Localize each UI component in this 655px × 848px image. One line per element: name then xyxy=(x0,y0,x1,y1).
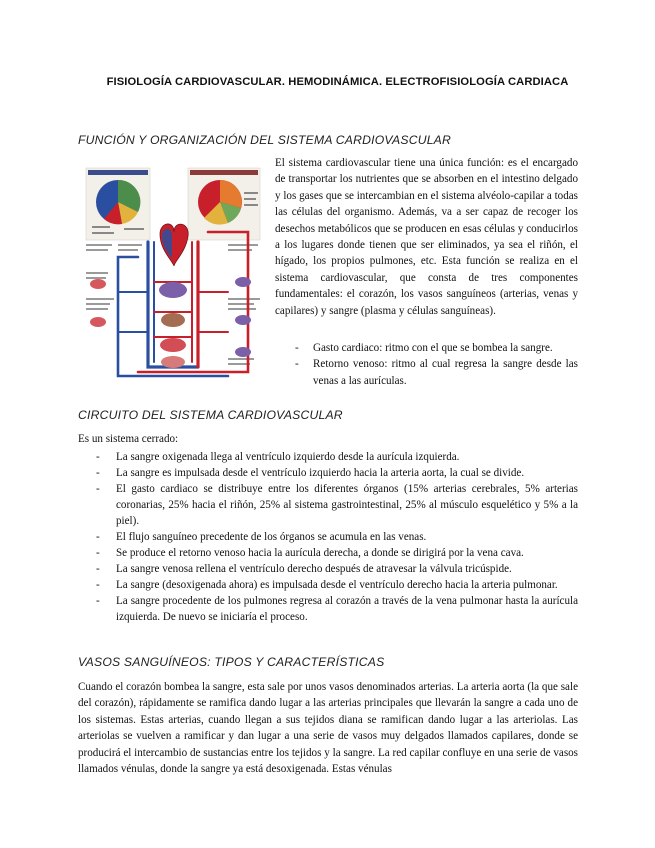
list-item xyxy=(78,593,578,625)
list-item-text: La sangre oxigenada llega al ventrículo izquierdo desde la aurícula izquierda. xyxy=(116,451,460,463)
list-item-text: La sangre procedente de los pulmones regresa al corazón a través de la vena pulmonar hasta la aurícula izquierda. De nuevo se iniciaría el proceso. xyxy=(116,595,578,623)
circuit-steps-list xyxy=(78,449,578,625)
cardiovascular-diagram-figure xyxy=(78,162,268,380)
list-dash: - xyxy=(295,342,299,354)
list-item-text: La sangre venosa rellena el ventrículo derecho después de atravesar la válvula tricúspide. xyxy=(116,563,512,575)
list-item xyxy=(78,529,578,545)
list-item xyxy=(78,465,578,481)
list-dash: - xyxy=(96,467,100,479)
circuit-intro-text: Es un sistema cerrado: xyxy=(78,433,179,445)
list-item xyxy=(78,561,578,577)
list-item-text: La sangre (desoxigenada ahora) es impulsada desde el ventrículo derecho hacia la arteria pulmonar. xyxy=(116,579,558,591)
list-item-text: Se produce el retorno venoso hacia la aurícula derecha, a donde se dirigirá por la vena cava. xyxy=(116,547,524,559)
list-item-text: La sangre es impulsada desde el ventrículo izquierdo hacia la arteria aorta, la cual se divide. xyxy=(116,467,525,479)
function-paragraph: El sistema cardiovascular tiene una única función: es el encargado de transportar los nutrientes que se absorben en el intestino delgado y los gases que se intercambian en el sistema alvéolo-capilar a todas las células del organismo. Además, va a ser capaz de recoger los desechos metabólicos que se producen en esas células y conducirlos a los lugares donde tienen que ser eliminados, ya sea el riñón, el hígado, los propios pulmones, etc. Esta función se realiza en el sistema cardiovascular, que consta de tres componentes fundamentales: el corazón, los vasos sanguíneos (arterias, venas y capilares) y sangre (plasma y células sanguíneas). xyxy=(275,157,578,317)
list-dash: - xyxy=(96,563,100,575)
list-item-text: Retorno venoso: ritmo al cual regresa la sangre desde las venas a las aurículas. xyxy=(313,358,578,387)
distribution-pie-right xyxy=(188,168,260,240)
list-item xyxy=(78,481,578,529)
distribution-pie-left xyxy=(86,168,150,240)
section-heading-circuit: CIRCUITO DEL SISTEMA CARDIOVASCULAR xyxy=(78,408,343,422)
list-item xyxy=(78,577,578,593)
list-item xyxy=(78,449,578,465)
list-item xyxy=(275,340,578,356)
list-dash: - xyxy=(96,595,100,607)
list-dash: - xyxy=(96,531,100,543)
list-item xyxy=(78,545,578,561)
list-item-text: El gasto cardiaco se distribuye entre los diferentes órganos (15% arterias cerebrales, 5% arterias coronarias, 25% hacia el riñón, 25% al sistema gastrointestinal, 25% al músculo esquelético y 5% a la piel). xyxy=(116,483,578,527)
section-heading-vessels: VASOS SANGUÍNEOS: TIPOS Y CARACTERÍSTICAS xyxy=(78,655,385,669)
list-dash: - xyxy=(96,483,100,495)
list-dash: - xyxy=(96,579,100,591)
document-title: FISIOLOGÍA CARDIOVASCULAR. HEMODINÁMICA. ELECTROFISIOLOGÍA CARDIACA xyxy=(106,76,569,88)
cardiac-terms-list xyxy=(275,340,578,389)
list-item-text: El flujo sanguíneo precedente de los órganos se acumula en las venas. xyxy=(116,531,427,543)
list-item-text: Gasto cardiaco: ritmo con el que se bombea la sangre. xyxy=(313,342,553,354)
section-heading-function: FUNCIÓN Y ORGANIZACIÓN DEL SISTEMA CARDIOVASCULAR xyxy=(78,133,452,147)
list-dash: - xyxy=(96,547,100,559)
vessels-paragraph: Cuando el corazón bombea la sangre, esta sale por unos vasos denominados arterias. La arteria aorta (la que sale del corazón), rápidamente se ramifica dando lugar a las arterias principales que llevarán la sangre a cada uno de los sistemas. Estas arterias, cuando llegan a sus tejidos diana se ramifican dando lugar a las arteriolas. Las arteriolas se vuelven a ramificar y dan lugar a una serie de vasos muy delgados llamados capilares, donde se producirá el intercambio de sustancias entre los tejidos y la sangre. La red capilar confluye en una serie de vasos llamados vénulas, donde la sangre ya está desoxigenada. Estas vénulas xyxy=(78,681,578,776)
list-dash: - xyxy=(96,451,100,463)
list-dash: - xyxy=(295,358,299,371)
list-item xyxy=(275,356,578,389)
